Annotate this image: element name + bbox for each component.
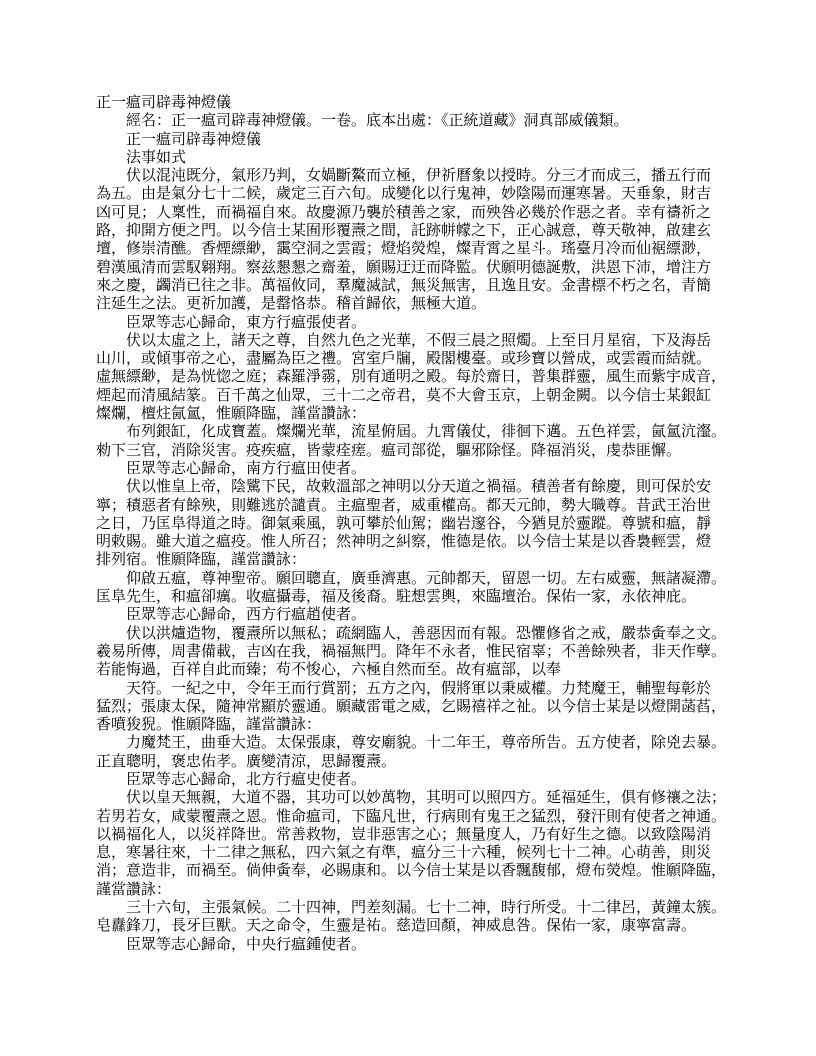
- text-line: 臣眾等志心歸命，北方行瘟史使者。: [126, 771, 367, 788]
- text-line: 來之慶，蠲消已往之非。萬福攸同，羣魔滅試，無災無害，且逸且安。金書標不朽之名，青簡: [96, 277, 712, 294]
- text-line: 正直聰明，褒忠佑孝。廣變清涼，思歸覆燾。: [96, 753, 397, 770]
- text-line: 若能悔過，百祥自此而臻；苟不悛心，六極自然而至。故有瘟部，以奉: [96, 662, 562, 679]
- text-line: 天符。一紀之中，令年王而行賞罰；五方之內，假將軍以秉威權。力梵魔王，輔聖每彰於: [126, 680, 712, 697]
- text-line: 謹當讚詠：: [96, 881, 172, 898]
- text-line: 排列宿。惟願降臨，謹當讚詠：: [96, 552, 307, 569]
- text-line: 臣眾等志心歸命，中央行瘟鍾使者。: [126, 936, 367, 953]
- text-line: 臣眾等志心歸命，西方行瘟趙使者。: [126, 607, 367, 624]
- text-line: 寧；積惡者有餘殃，則難逃於譴責。主瘟聖者，威重權高。都天元帥，勢大職尊。昔武王治世: [96, 497, 712, 514]
- text-line: 猛烈；張康太保，隨神常顯於靈通。願藏雷電之威，乞賜禧祥之祉。以今信士某是以燈開菡萏，: [96, 698, 727, 715]
- text-line: 臣眾等志心歸命，南方行瘟田使者。: [126, 460, 367, 477]
- text-line: 三十六旬，主張氣候。二十四神，門差刻漏。七十二神，時行所受。十二律呂，黃鐘太簇。: [126, 900, 727, 917]
- text-line: 煙起而清風結篆。百千萬之仙眾，三十二之帝君，莫不大會玉京，上朝金闕。以今信士某銀缸: [96, 387, 712, 404]
- text-line: 伏以惟皇上帝，陰騭下民，故敕溫部之神明以分天道之禍福。積善者有餘慶，則可保於安: [126, 479, 712, 496]
- text-line: 凶可見；人稟性，而禍福自來。故慶源乃襲於積善之家，而殃咎必幾於作惡之者。幸有禱祈之: [96, 204, 712, 221]
- text-line: 正一瘟司辟毒神燈儀: [96, 95, 232, 111]
- text-line: 皂纛鋒刀，長牙巨獸。天之命令，生靈是祐。慈造回顏，神威息咎。保佑一家，康寧富壽。: [96, 918, 697, 935]
- text-line: 之日，乃匡阜得道之時。御氣乘風，孰可攀於仙駕；幽岩邃谷，今猶見於靈蹤。尊號和瘟，靜: [96, 515, 712, 532]
- text-line: 壇，修崇清醮。香煙縹緲，靄空洞之雲霞；燈焰熒煌，燦青霄之星斗。瑤臺月冷而仙裾縹渺，: [96, 241, 712, 258]
- text-line: 伏以太虛之上，諸天之尊，自然九色之光華，不假三晨之照燭。上至日月星宿，下及海岳: [126, 332, 712, 349]
- text-line: 以禍福化人，以災祥降世。常善救物，豈非惡害之心；無量度人，乃有好生之德。以致陰陽消: [96, 826, 712, 843]
- text-line: 正一瘟司辟毒神燈儀: [126, 131, 262, 148]
- text-line: 為五。由是氣分七十二候，歲定三百六旬。成變化以行鬼神，妙陰陽而運寒暑。天垂象，財吉: [96, 186, 712, 203]
- text-line: 消；意造非，而禍至。倘伸夤奉，必賜康和。以今信士某是以香飄馥郁，燈布熒煌。惟願降臨，: [96, 863, 727, 880]
- text-line: 若男若女，咸蒙覆燾之恩。惟命瘟司，下臨凡世，行病則有鬼王之猛烈，發汗則有使者之神通。: [96, 808, 727, 825]
- text-line: 力魔梵王，曲垂大造。太保張康，尊安廟貌。十二年王，尊帝所告。五方使者，除兇去暴。: [126, 735, 727, 752]
- text-line: 碧漢風清而雲馭翱翔。察兹懇懇之齋羞，願賜迂迂而降監。伏願明德誕敷，洪恩下沛，增注方: [96, 259, 712, 276]
- text-line: 羲易所傳，周書備載，吉凶在我，禍福無門。降年不永者，惟民宿辜；不善餘殃者，非天作孽。: [96, 643, 727, 660]
- text-line: 明敕賜。雖大道之瘟疫。惟人所召；然神明之糾察，惟德是依。以今信士某是以香裊輕雲，燈: [96, 534, 712, 551]
- text-line: 路，抑開方便之門。以今信士某囿形覆燾之間，託跡帡幪之下，正心誠意，尊天敬神，啟建玄: [96, 223, 712, 240]
- text-line: 布列銀缸，化成寶蓋。燦爛光華，流星俯屆。九霄儀仗，徘徊下邁。五色祥雲，氤氳沆瀣。: [126, 424, 727, 441]
- text-line: 伏以洪爐造物，覆燾所以無私；疏網臨人，善惡因而有報。恐懼修省之戒，嚴恭夤奉之文。: [126, 625, 727, 642]
- text-line: 注延生之法。更祈加護，是罄恪恭。稽首歸依，無極大道。: [96, 296, 487, 313]
- text-line: 臣眾等志心歸命，東方行瘟張使者。: [126, 314, 367, 331]
- text-line: 法事如式: [126, 149, 187, 166]
- document-body: [96, 94, 744, 954]
- text-line: 香噴狻猊。惟願降臨，謹當讚詠：: [96, 717, 322, 734]
- text-line: 伏以混沌既分，氣形乃判，女媧斷鰲而立極，伊祈曆象以授時。分三才而成三，播五行而: [126, 168, 712, 185]
- text-line: 山川，或傾事帝之心，盡屬為臣之禮。宮室戶牖，殿閣樓臺。或珍寶以營成，或雲霞而結就。: [96, 351, 712, 368]
- text-line: 經名：正一瘟司辟毒神燈儀。一卷。底本出處：《正統道藏》洞真部威儀類。: [126, 113, 629, 130]
- text-line: 燦爛，檀炷氤氳，惟願降臨，謹當讚詠：: [96, 406, 367, 423]
- text-line: 伏以皇天無親，大道不器，其功可以妙萬物，其明可以照四方。延福延生，俱有修禳之法；: [126, 790, 727, 807]
- text-line: 仰啟五瘟，尊神聖帝。願回聰直，廣垂濟惠。元帥都天，留恩一切。左右威靈，無諸凝滯。: [126, 570, 727, 587]
- text-line: 息，寒暑往來，十二律之無私，四六氣之有準，瘟分三十六種，候列七十二神。心萌善，則災: [96, 845, 712, 862]
- text-line: 勑下三官，消除災害。疫疾瘟，皆蒙痊瘥。瘟司部從，驅邪除怪。降福消災，虔恭匪懈。: [96, 442, 682, 459]
- text-line: 虛無縹緲，是為恍惚之庭；森羅淨霛，別有通明之殿。每於齋日，普集群靈，風生而紫宇成音，: [96, 369, 727, 386]
- text-line: 匡阜先生，和瘟卻癘。收瘟攝毒，福及後裔。駐想雲輿，來臨壇治。保佑一家，永依神庇。: [96, 589, 697, 606]
